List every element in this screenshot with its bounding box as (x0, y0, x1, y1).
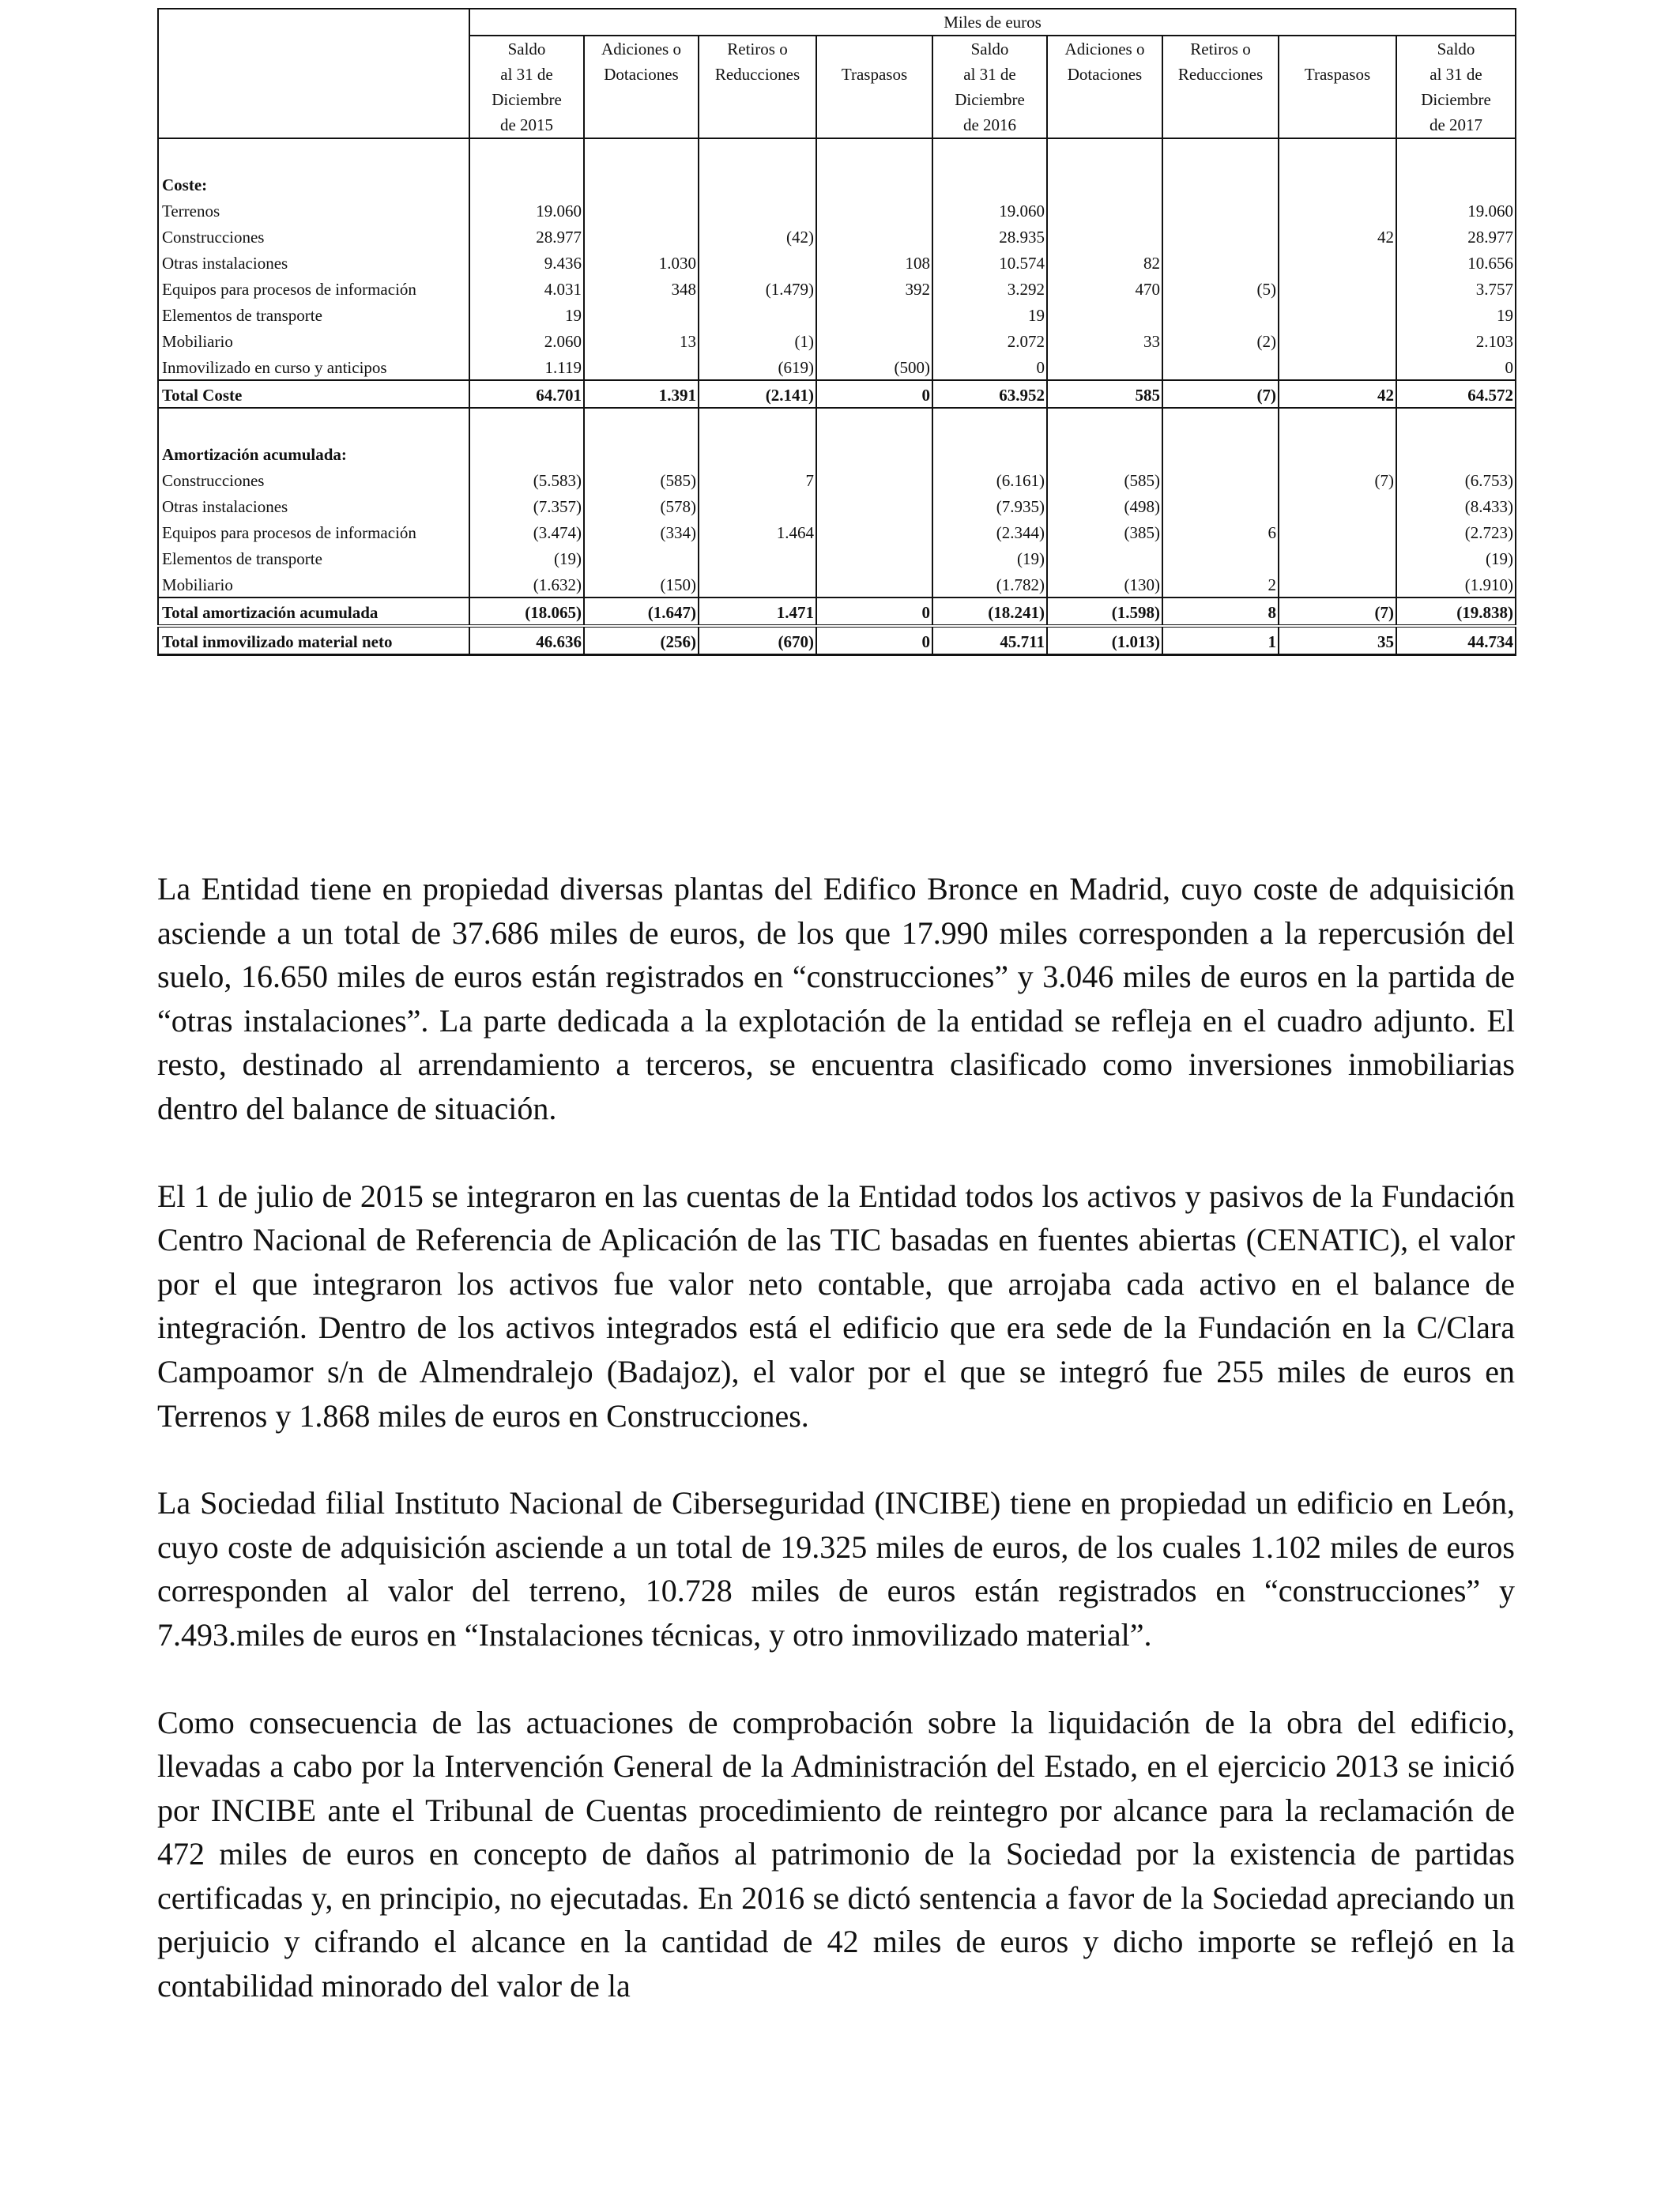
cell-value: (1.782) (932, 571, 1047, 598)
cell-value (584, 223, 699, 249)
cell-value: (1.910) (1396, 571, 1516, 598)
cell-value: 348 (584, 275, 699, 301)
column-header-line: Saldo (1396, 36, 1516, 62)
cell-value (932, 408, 1047, 440)
row-label: Total amortización acumulada (158, 598, 469, 626)
cell-value: (2) (1162, 327, 1279, 353)
cell-value (816, 545, 932, 571)
column-header-line: al 31 de (932, 62, 1047, 87)
cell-value: (1.632) (469, 571, 584, 598)
total-row (158, 380, 1516, 408)
cell-value: 19 (932, 301, 1047, 327)
row-label: Construcciones (158, 223, 469, 249)
cell-value (1047, 440, 1162, 466)
row-label: Otras instalaciones (158, 492, 469, 518)
column-header-line: de 2017 (1396, 112, 1516, 138)
cell-value: (7) (1279, 466, 1396, 492)
cell-value (1396, 171, 1516, 197)
cell-value: (670) (699, 626, 816, 655)
table-row (158, 197, 1516, 223)
cell-value (1047, 171, 1162, 197)
cell-value: 1.030 (584, 249, 699, 275)
spacer-row (158, 138, 1516, 171)
cell-value (816, 171, 932, 197)
section-title-row (158, 171, 1516, 197)
cell-value (1162, 223, 1279, 249)
cell-value: 10.574 (932, 249, 1047, 275)
cell-value (584, 301, 699, 327)
cell-value: 1.464 (699, 518, 816, 545)
cell-value (1279, 545, 1396, 571)
cell-value: (1.647) (584, 598, 699, 626)
cell-value (1279, 249, 1396, 275)
cell-value: 82 (1047, 249, 1162, 275)
cell-value: (150) (584, 571, 699, 598)
cell-value: 35 (1279, 626, 1396, 655)
cell-value: 19 (1396, 301, 1516, 327)
cell-value (1162, 492, 1279, 518)
cell-value: (334) (584, 518, 699, 545)
header-empty-cell (158, 9, 469, 138)
cell-value (816, 440, 932, 466)
cell-value: 392 (816, 275, 932, 301)
cell-value (816, 301, 932, 327)
cell-value: 33 (1047, 327, 1162, 353)
column-header-line: Diciembre (1396, 87, 1516, 112)
table-row (158, 466, 1516, 492)
cell-value (1279, 275, 1396, 301)
cell-value (932, 171, 1047, 197)
column-header-line (699, 87, 816, 112)
cell-value: 44.734 (1396, 626, 1516, 655)
column-header-line: Retiros o (1162, 36, 1279, 62)
cell-value: 2.060 (469, 327, 584, 353)
cell-value (1162, 138, 1279, 171)
cell-value (1162, 301, 1279, 327)
cell-value: 19 (469, 301, 584, 327)
row-label: Total inmovilizado material neto (158, 626, 469, 655)
cell-value: (130) (1047, 571, 1162, 598)
column-header-line: Saldo (932, 36, 1047, 62)
table-row (158, 492, 1516, 518)
cell-value: (1.013) (1047, 626, 1162, 655)
cell-value (1162, 249, 1279, 275)
spacer-row (158, 408, 1516, 440)
row-label: Coste: (158, 171, 469, 197)
column-header-line (699, 112, 816, 138)
cell-value (1162, 440, 1279, 466)
cell-value: 0 (816, 598, 932, 626)
cell-value: (18.241) (932, 598, 1047, 626)
column-header-line (1279, 112, 1396, 138)
cell-value: (2.344) (932, 518, 1047, 545)
cell-value: 1.471 (699, 598, 816, 626)
cell-value: (19) (1396, 545, 1516, 571)
column-header-line: de 2016 (932, 112, 1047, 138)
cell-value: (18.065) (469, 598, 584, 626)
cell-value: (6.161) (932, 466, 1047, 492)
cell-value (1047, 223, 1162, 249)
cell-value: 585 (1047, 380, 1162, 408)
row-label: Elementos de transporte (158, 301, 469, 327)
cell-value (1279, 571, 1396, 598)
cell-value (1279, 197, 1396, 223)
row-label: Equipos para procesos de información (158, 275, 469, 301)
column-header-line (1279, 87, 1396, 112)
cell-value: (8.433) (1396, 492, 1516, 518)
cell-value: 3.292 (932, 275, 1047, 301)
column-header-line: Reducciones (1162, 62, 1279, 87)
cell-value (816, 327, 932, 353)
cell-value (699, 571, 816, 598)
cell-value: 19.060 (932, 197, 1047, 223)
paragraph: La Sociedad filial Instituto Nacional de Ciberseguridad (INCIBE) tiene en propiedad un edificio en León, cuyo coste de adquisición asciende a un total de 19.325 miles de euros, de los cuales 1.102 miles de euros corresponden al valor del terreno, 10.728 miles de euros están registrados en “construcciones” y 7.493.miles de euros en “Instalaciones técnicas, y otro inmovilizado material”. (157, 1485, 1515, 1653)
cell-value: 10.656 (1396, 249, 1516, 275)
cell-value: 108 (816, 249, 932, 275)
cell-value: 42 (1279, 380, 1396, 408)
column-header-line: Adiciones o (584, 36, 699, 62)
cell-value: (42) (699, 223, 816, 249)
row-label: Total Coste (158, 380, 469, 408)
column-header-line: de 2015 (469, 112, 584, 138)
group-header: Miles de euros (469, 9, 1516, 36)
cell-value: 64.572 (1396, 380, 1516, 408)
cell-value: (7.935) (932, 492, 1047, 518)
table-row (158, 545, 1516, 571)
column-header-line (816, 36, 932, 62)
cell-value (584, 171, 699, 197)
cell-value: (619) (699, 353, 816, 380)
column-header-line (584, 112, 699, 138)
cell-value (1396, 440, 1516, 466)
cell-value (469, 171, 584, 197)
cell-value: 28.977 (1396, 223, 1516, 249)
cell-value (699, 171, 816, 197)
cell-value (699, 545, 816, 571)
cell-value: 2.103 (1396, 327, 1516, 353)
column-header-line: Traspasos (1279, 62, 1396, 87)
column-header-line (1162, 87, 1279, 112)
cell-value (699, 301, 816, 327)
cell-value (816, 138, 932, 171)
cell-value (699, 492, 816, 518)
cell-value (1047, 301, 1162, 327)
cell-value: (585) (1047, 466, 1162, 492)
row-label: Construcciones (158, 466, 469, 492)
cell-value (584, 197, 699, 223)
cell-value (584, 138, 699, 171)
column-header-line (816, 87, 932, 112)
column-header-line: Dotaciones (584, 62, 699, 87)
cell-value: 28.935 (932, 223, 1047, 249)
cell-value: 1 (1162, 626, 1279, 655)
cell-value (816, 466, 932, 492)
section-title-row (158, 440, 1516, 466)
table-row (158, 518, 1516, 545)
row-label: Inmovilizado en curso y anticipos (158, 353, 469, 380)
column-header-line: Traspasos (816, 62, 932, 87)
cell-value: (500) (816, 353, 932, 380)
table-row (158, 353, 1516, 380)
cell-value: (19) (469, 545, 584, 571)
cell-value (1047, 197, 1162, 223)
cell-value: 13 (584, 327, 699, 353)
column-header-line: Saldo (469, 36, 584, 62)
cell-value: (385) (1047, 518, 1162, 545)
cell-value: (1.479) (699, 275, 816, 301)
row-label: Equipos para procesos de información (158, 518, 469, 545)
cell-value: (1) (699, 327, 816, 353)
cell-value (932, 138, 1047, 171)
cell-value: (1.598) (1047, 598, 1162, 626)
cell-value (469, 408, 584, 440)
cell-value (1047, 408, 1162, 440)
column-header-line: Diciembre (469, 87, 584, 112)
cell-value: (3.474) (469, 518, 584, 545)
table-row (158, 223, 1516, 249)
cell-value (816, 223, 932, 249)
column-header-line: Reducciones (699, 62, 816, 87)
column-header-line: Diciembre (932, 87, 1047, 112)
cell-value: 0 (816, 380, 932, 408)
cell-value (1047, 353, 1162, 380)
cell-value (699, 408, 816, 440)
cell-value (816, 492, 932, 518)
cell-value (816, 571, 932, 598)
cell-value (1279, 440, 1396, 466)
cell-value: (2.141) (699, 380, 816, 408)
cell-value (1047, 138, 1162, 171)
cell-value (1279, 301, 1396, 327)
cell-value: (7) (1162, 380, 1279, 408)
cell-value: 0 (1396, 353, 1516, 380)
cell-value (699, 138, 816, 171)
cell-value: (585) (584, 466, 699, 492)
cell-value (816, 408, 932, 440)
cell-value: 0 (932, 353, 1047, 380)
cell-value: 7 (699, 466, 816, 492)
cell-value (1162, 545, 1279, 571)
cell-value (699, 197, 816, 223)
row-label (158, 408, 469, 440)
cell-value: 4.031 (469, 275, 584, 301)
cell-value (699, 249, 816, 275)
row-label: Mobiliario (158, 327, 469, 353)
cell-value: (7.357) (469, 492, 584, 518)
cell-value (584, 408, 699, 440)
cell-value: 19.060 (469, 197, 584, 223)
table-row (158, 571, 1516, 598)
column-header-line: al 31 de (1396, 62, 1516, 87)
column-header-line (1047, 112, 1162, 138)
column-header-line: Retiros o (699, 36, 816, 62)
column-header-line: Dotaciones (1047, 62, 1162, 87)
cell-value (469, 440, 584, 466)
cell-value: 3.757 (1396, 275, 1516, 301)
column-header-line (1279, 36, 1396, 62)
cell-value: 8 (1162, 598, 1279, 626)
cell-value: (2.723) (1396, 518, 1516, 545)
cell-value: (5.583) (469, 466, 584, 492)
cell-value (584, 545, 699, 571)
cell-value (1396, 408, 1516, 440)
grand-total-row (158, 626, 1516, 655)
cell-value: 46.636 (469, 626, 584, 655)
cell-value (1162, 466, 1279, 492)
cell-value (584, 353, 699, 380)
table-header (158, 9, 1516, 138)
cell-value (699, 440, 816, 466)
cell-value (1162, 353, 1279, 380)
cell-value: 45.711 (932, 626, 1047, 655)
cell-value (1279, 408, 1396, 440)
row-label: Otras instalaciones (158, 249, 469, 275)
table-row (158, 327, 1516, 353)
cell-value: (19.838) (1396, 598, 1516, 626)
cell-value: 64.701 (469, 380, 584, 408)
cell-value (1279, 171, 1396, 197)
cell-value (932, 440, 1047, 466)
column-header-line (584, 87, 699, 112)
table-row (158, 301, 1516, 327)
column-header-line: al 31 de (469, 62, 584, 87)
cell-value: 1.119 (469, 353, 584, 380)
cell-value (816, 518, 932, 545)
cell-value (1279, 138, 1396, 171)
cell-value: 2.072 (932, 327, 1047, 353)
row-label: Elementos de transporte (158, 545, 469, 571)
cell-value: 28.977 (469, 223, 584, 249)
cell-value: (19) (932, 545, 1047, 571)
column-header-line (1162, 112, 1279, 138)
cell-value (1279, 492, 1396, 518)
cell-value (1162, 197, 1279, 223)
cell-value: (578) (584, 492, 699, 518)
cell-value: 42 (1279, 223, 1396, 249)
cell-value: 0 (816, 626, 932, 655)
cell-value (1279, 327, 1396, 353)
row-label: Terrenos (158, 197, 469, 223)
cell-value (584, 440, 699, 466)
cell-value: 470 (1047, 275, 1162, 301)
cell-value (1162, 171, 1279, 197)
column-header-line: Adiciones o (1047, 36, 1162, 62)
column-header-line (816, 112, 932, 138)
cell-value: 63.952 (932, 380, 1047, 408)
table-body (158, 138, 1516, 655)
total-row (158, 598, 1516, 626)
cell-value: (256) (584, 626, 699, 655)
cell-value (1396, 138, 1516, 171)
table-row (158, 275, 1516, 301)
cell-value: (6.753) (1396, 466, 1516, 492)
cell-value: 2 (1162, 571, 1279, 598)
paragraph: La Entidad tiene en propiedad diversas plantas del Edifico Bronce en Madrid, cuyo coste de adquisición asciende a un total de 37.686 miles de euros, de los que 17.990 miles corresponden a la repercusión del suelo, 16.650 miles de euros están registrados en “construcciones” y 3.046 miles de euros en la partida de “otras instalaciones”. La parte dedicada a la explotación de la entidad se refleja en el cuadro adjunto. El resto, destinado al arrendamiento a terceros, se encuentra clasificado como inversiones inmobiliarias dentro del balance de situación. (157, 871, 1515, 1126)
cell-value (1279, 518, 1396, 545)
paragraph: Como consecuencia de las actuaciones de comprobación sobre la liquidación de la obra del edificio, llevadas a cabo por la Intervención General de la Administración del Estado, en el ejercicio 2013 se inició por INCIBE ante el Tribunal de Cuentas procedimiento de reintegro por alcance para la reclamación de 472 miles de euros en concepto de daños al patrimonio de la Sociedad por la existencia de partidas certificadas y, en principio, no ejecutadas. En 2016 se dictó sentencia a favor de la Sociedad apreciando un perjuicio y cifrando el alcance en la cantidad de 42 miles de euros y dicho importe se reflejó en la contabilidad minorado del valor de la (157, 1704, 1515, 2004)
cell-value (1162, 408, 1279, 440)
cell-value: 19.060 (1396, 197, 1516, 223)
cell-value (1279, 353, 1396, 380)
paragraph: El 1 de julio de 2015 se integraron en las cuentas de la Entidad todos los activos y pasivos de la Fundación Centro Nacional de Referencia de Aplicación de las TIC basadas en fuentes abiertas (CENATIC), el valor por el que integraron los activos fue valor neto contable, que arrojaba cada activo en el balance de integración. Dentro de los activos integrados está el edificio que era sede de la Fundación en la C/Clara Campoamor s/n de Almendralejo (Badajoz), el valor por el que se integró fue 255 miles de euros en Terrenos y 1.868 miles de euros en Construcciones. (157, 1178, 1515, 1434)
cell-value: 6 (1162, 518, 1279, 545)
cell-value: (498) (1047, 492, 1162, 518)
cell-value: 9.436 (469, 249, 584, 275)
row-label: Amortización acumulada: (158, 440, 469, 466)
cell-value: 1.391 (584, 380, 699, 408)
cell-value (1047, 545, 1162, 571)
body-text (157, 867, 1515, 2052)
row-label (158, 138, 469, 171)
column-header-line (1047, 87, 1162, 112)
row-label: Mobiliario (158, 571, 469, 598)
cell-value: (5) (1162, 275, 1279, 301)
table-row (158, 249, 1516, 275)
cell-value (469, 138, 584, 171)
cell-value: (7) (1279, 598, 1396, 626)
cell-value (816, 197, 932, 223)
fixed-assets-table (157, 8, 1516, 656)
